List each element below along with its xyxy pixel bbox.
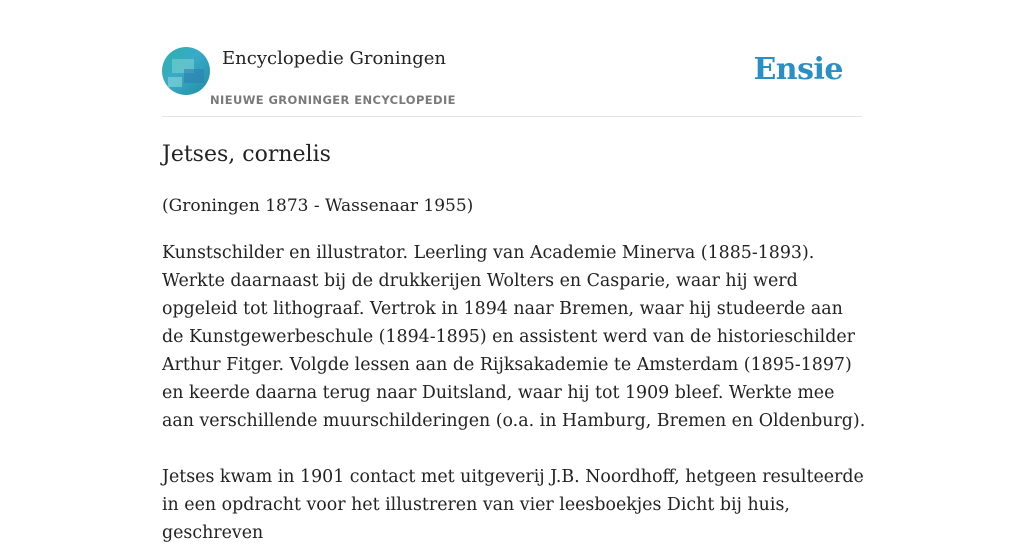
article-title: Jetses, cornelis [162, 142, 331, 167]
site-header [162, 0, 862, 117]
ensie-brand-link[interactable]: Ensie [753, 52, 843, 87]
site-subtitle: NIEUWE GRONINGER ENCYCLOPEDIE [210, 93, 456, 107]
page [162, 0, 866, 543]
article-paragraph: Kunstschilder en illustrator. Leerling van Academie Minerva (1885-1893). Werkte daarnaast bij de drukkerijen Wolters en Casparie, waar hij werd opgeleid tot lithograaf. Vertrok in 1894 naar Bremen, waar hij studeerde aan de Kunstgewerbeschule (1894-1895) en assistent werd van de historieschilder Arthur Fitger. Volgde lessen aan de Rijksakademie te Amsterdam (1895-1897) en keerde daarna terug naar Duitsland, waar hij tot 1909 bleef. Werkte mee aan verschillende muurschilderingen (o.a. in Hamburg, Bremen en Oldenburg). [162, 243, 866, 431]
site-title-link[interactable]: Encyclopedie Groningen [222, 48, 447, 69]
article-lifespan: (Groningen 1873 - Wassenaar 1955) [162, 196, 474, 216]
site-logo-icon[interactable] [162, 47, 210, 95]
article-paragraph: Jetses kwam in 1901 contact met uitgeverij J.B. Noordhoff, hetgeen resulteerde in een opdracht voor het illustreren van vier leesboekjes Dicht bij huis, geschreven [162, 467, 864, 543]
